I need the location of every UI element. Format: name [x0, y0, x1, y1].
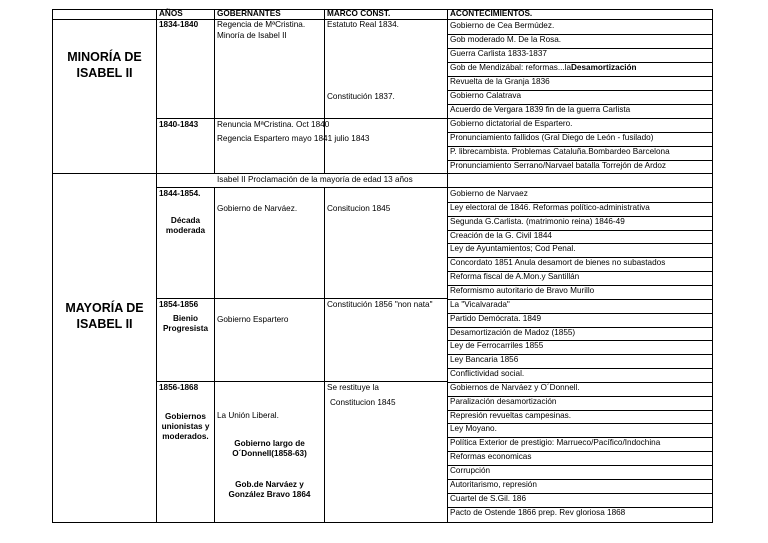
event-item: Ley de Ferrocarriles 1855 — [450, 341, 544, 350]
marco-constitucion-1845-b: Constitucion 1845 — [330, 398, 396, 407]
gob-regencia-espartero: Regencia Espartero mayo 1841 julio 1843 — [217, 134, 370, 143]
event-item: Partido Demócrata. 1849 — [450, 314, 542, 323]
event-item: Gobierno de Narvaez — [450, 189, 528, 198]
header-gobernantes: GOBERNANTES — [217, 9, 281, 18]
event-item: Gobierno de Cea Bermúdez. — [450, 21, 555, 30]
marco-constitucion-1845: Consitucion 1845 — [327, 204, 391, 213]
event-item: Ley electoral de 1846. Reformas político-administrativa — [450, 203, 650, 212]
gob-regencia-cristina: Regencia de MªCristina. — [217, 20, 306, 29]
gob-espartero: Gobierno Espartero — [217, 315, 289, 324]
years-1854-1856: 1854-1856 — [159, 300, 199, 309]
period-mayoria-line1: MAYORÍA DE — [65, 301, 144, 315]
event-item: La "Vicalvarada" — [450, 300, 510, 309]
event-item: Gobierno dictatorial de Espartero. — [450, 119, 573, 128]
gob-proclamacion: Isabel II Proclamación de la mayoría de edad 13 años — [217, 175, 413, 184]
years-1856-1868: 1856-1868 — [159, 383, 199, 392]
event-item: Gob de Mendizábal: reformas...la — [450, 63, 572, 72]
separator-1840 — [156, 118, 713, 119]
event-item: P. librecambista. Problemas Cataluña.Bombardeo Barcelona — [450, 147, 670, 156]
event-item: Guerra Carlista 1833-1837 — [450, 49, 547, 58]
gobiernos-line2: unionistas y — [161, 422, 210, 431]
period-mayoria — [53, 300, 156, 332]
marco-restituye: Se restituye la — [327, 383, 379, 392]
event-item: Reforma fiscal de A.Mon.y Santillán — [450, 272, 580, 281]
event-item: Concordato 1851 Anula desamort de bienes no subastados — [450, 258, 666, 267]
years-1840-1843: 1840-1843 — [159, 120, 199, 129]
bienio-line1: Bienio — [172, 314, 199, 323]
table-border-right — [712, 9, 713, 523]
header-acontecimientos: ACONTECIMIENTOS. — [450, 9, 533, 18]
event-item: Gobiernos de Narváez y O´Donnell. — [450, 383, 580, 392]
label-decada-moderada — [157, 216, 214, 236]
col-line-events — [447, 9, 448, 523]
bienio-line2: Progresista — [162, 324, 209, 333]
event-item: Segunda G.Carlista. (matrimonio reina) 1846-49 — [450, 217, 625, 226]
gobiernos-line1: Gobiernos — [165, 412, 206, 421]
event-item: Corrupción — [450, 466, 491, 475]
label-gobiernos-unionistas — [157, 412, 214, 442]
marco-estatuto-real: Estatuto Real 1834. — [327, 20, 399, 29]
event-item: Política Exterior de prestigio: Marrueco/Pacífico/Indochina — [450, 438, 661, 447]
event-item: Acuerdo de Vergara 1839 fin de la guerra Carlista — [450, 105, 631, 114]
marco-constitucion-1837: Constitución 1837. — [327, 92, 395, 101]
gob-narvaez: Gobierno de Narváez. — [217, 204, 298, 213]
period-minoria-line1: MINORÍA DE — [67, 50, 142, 64]
event-item: Reformismo autoritario de Bravo Murillo — [450, 286, 595, 295]
col-line-gobernantes-b — [214, 187, 215, 523]
event-item: Gobierno Calatrava — [450, 91, 521, 100]
col-line-anos — [156, 9, 157, 523]
event-item: Ley Moyano. — [450, 424, 497, 433]
period-minoria-line2: ISABEL II — [76, 66, 133, 80]
event-item: Paralización desamortización — [450, 397, 557, 406]
years-1834-1840: 1834-1840 — [159, 20, 199, 29]
header-marco: MARCO CONST. — [327, 9, 391, 18]
event-item: Revuelta de la Granja 1836 — [450, 77, 550, 86]
event-item: Gob moderado M. De la Rosa. — [450, 35, 562, 44]
event-item: Pronunciamiento Serrano/Narvael batalla Torrejón de Ardoz — [450, 161, 667, 170]
gob-odonnell-line1: Gobierno largo de — [234, 439, 305, 448]
event-item: Pacto de Ostende 1866 prep. Rev gloriosa 1868 — [450, 508, 626, 517]
event-item: Conflictividad social. — [450, 369, 525, 378]
event-bold-suffix: Desamortización — [571, 63, 637, 72]
marco-constitucion-1856: Constitución 1856 "non nata" — [327, 300, 433, 309]
period-minoria — [53, 49, 156, 81]
gob-odonnell — [215, 439, 324, 459]
table-border-left — [52, 9, 53, 523]
period-mayoria-line2: ISABEL II — [76, 317, 133, 331]
separator-proclamacion — [156, 187, 713, 188]
event-item: Cuartel de S.Gil. 186 — [450, 494, 527, 503]
years-1844-1854: 1844-1854. — [159, 189, 201, 198]
decada-line2: moderada — [165, 226, 206, 235]
gob-odonnell-line2: O´Donnell(1858-63) — [232, 449, 307, 458]
gob-narvaez-gonzalez-line1: Gob.de Narváez y — [235, 480, 304, 489]
decada-line1: Década — [170, 216, 201, 225]
separator-minoria-mayoria — [52, 173, 713, 174]
event-item: Ley de Ayuntamientos; Cod Penal. — [450, 244, 576, 253]
col-line-marco-b — [324, 187, 325, 523]
col-line-gobernantes-a — [214, 9, 215, 173]
gob-renuncia-cristina: Renuncia MªCristina. Oct 1840 — [217, 120, 330, 129]
table-border-bottom — [52, 522, 713, 523]
event-item: Desamortización de Madoz (1855) — [450, 328, 576, 337]
event-item: Reformas economicas — [450, 452, 532, 461]
separator-1854 — [156, 298, 448, 299]
col-line-marco-a — [324, 9, 325, 173]
event-item: Pronunciamiento fallidos (Gral Diego de León - fusilado) — [450, 133, 654, 142]
gob-narvaez-gonzalez-line2: González Bravo 1864 — [228, 490, 311, 499]
event-item: Autoritarismo, represión — [450, 480, 537, 489]
event-item: Represión revueltas campesinas. — [450, 411, 572, 420]
header-anos: AÑOS — [159, 9, 183, 18]
gobiernos-line3: moderados. — [162, 432, 209, 441]
event-item: Creación de la G. Civil 1844 — [450, 231, 552, 240]
event-item: Ley Bancaria 1856 — [450, 355, 519, 364]
gob-minoria-isabel: Minoría de Isabel II — [217, 31, 287, 40]
label-bienio-progresista — [157, 314, 214, 334]
gob-union-liberal: La Unión Liberal. — [217, 411, 279, 420]
separator-1856 — [156, 381, 448, 382]
gob-narvaez-gonzalez — [215, 480, 324, 500]
